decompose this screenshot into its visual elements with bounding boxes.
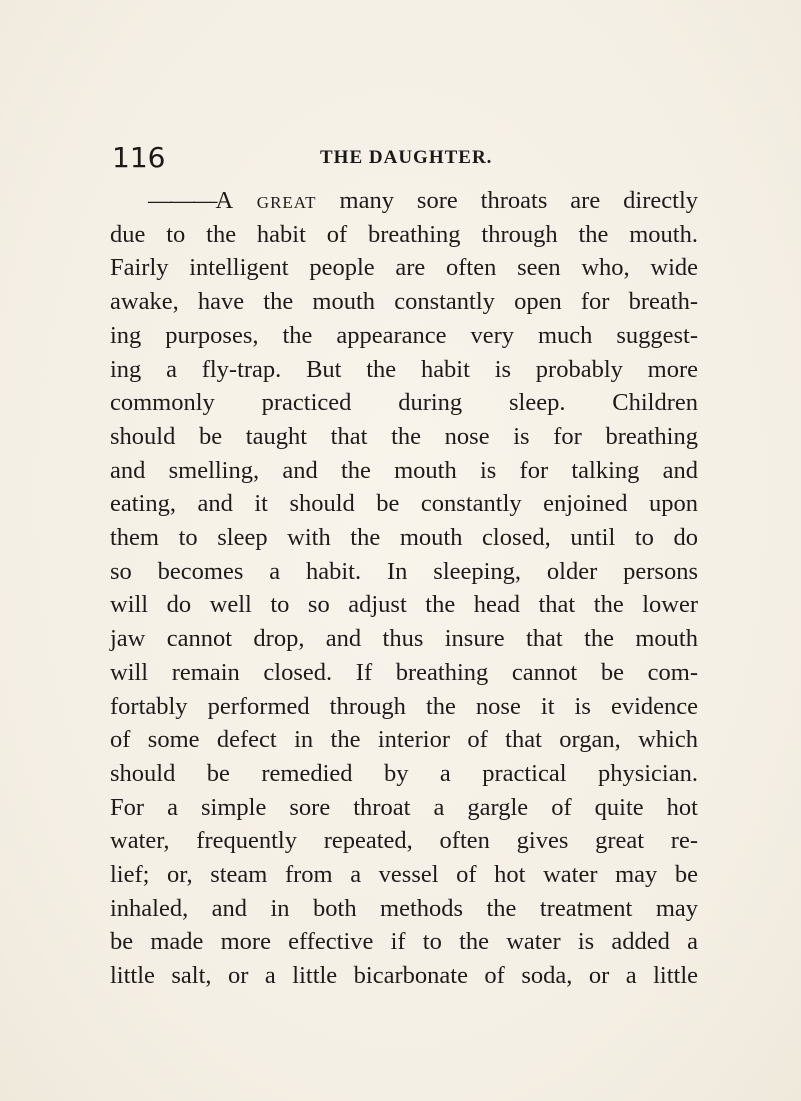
opening-dash: ——— bbox=[148, 187, 216, 214]
text-line: For a simple sore throat a gargle of quite hot bbox=[110, 793, 698, 821]
text-line: ing purposes, the appearance very much suggest- bbox=[110, 321, 698, 349]
page-number: 116 bbox=[112, 141, 166, 174]
text-line: should be remedied by a practical physician. bbox=[110, 759, 698, 787]
running-head: THE DAUGHTER. bbox=[320, 147, 493, 168]
text-line: lief; or, steam from a vessel of hot water may be bbox=[110, 861, 698, 889]
text-line: Fairly intelligent people are often seen who, wide bbox=[110, 254, 698, 282]
text-line: them to sleep with the mouth closed, until to do bbox=[110, 524, 698, 552]
text-line: fortably performed through the nose it is evidence bbox=[110, 692, 698, 720]
text-line: will do well to so adjust the head that the lower bbox=[110, 591, 698, 619]
text-line: should be taught that the nose is for breathing bbox=[110, 422, 698, 450]
text-line: be made more effective if to the water is added a bbox=[110, 928, 698, 956]
text-line: and smelling, and the mouth is for talking and bbox=[110, 456, 698, 484]
text-line: inhaled, and in both methods the treatment may bbox=[110, 894, 698, 922]
text-line-content: many sore throats are directly bbox=[339, 187, 698, 214]
text-line: commonly practiced during sleep. Children bbox=[110, 389, 698, 417]
page-header bbox=[112, 138, 712, 178]
text-line: water, frequently repeated, often gives great re- bbox=[110, 827, 698, 855]
text-line: little salt, or a little bicarbonate of soda, or a little bbox=[110, 962, 698, 990]
text-line: due to the habit of breathing through the mouth. bbox=[110, 220, 698, 248]
text-line: awake, have the mouth constantly open for breath- bbox=[110, 288, 698, 316]
body-paragraph bbox=[110, 184, 698, 993]
text-line: ing a fly-trap. But the habit is probably more bbox=[110, 355, 698, 383]
text-line bbox=[110, 184, 698, 218]
text-line: of some defect in the interior of that organ, which bbox=[110, 726, 698, 754]
text-line: so becomes a habit. In sleeping, older persons bbox=[110, 557, 698, 585]
text-line: eating, and it should be constantly enjoined upon bbox=[110, 490, 698, 518]
text-line: jaw cannot drop, and thus insure that the mouth bbox=[110, 625, 698, 653]
opening-small-caps: A great bbox=[215, 187, 317, 214]
text-line: will remain closed. If breathing cannot be com- bbox=[110, 658, 698, 686]
